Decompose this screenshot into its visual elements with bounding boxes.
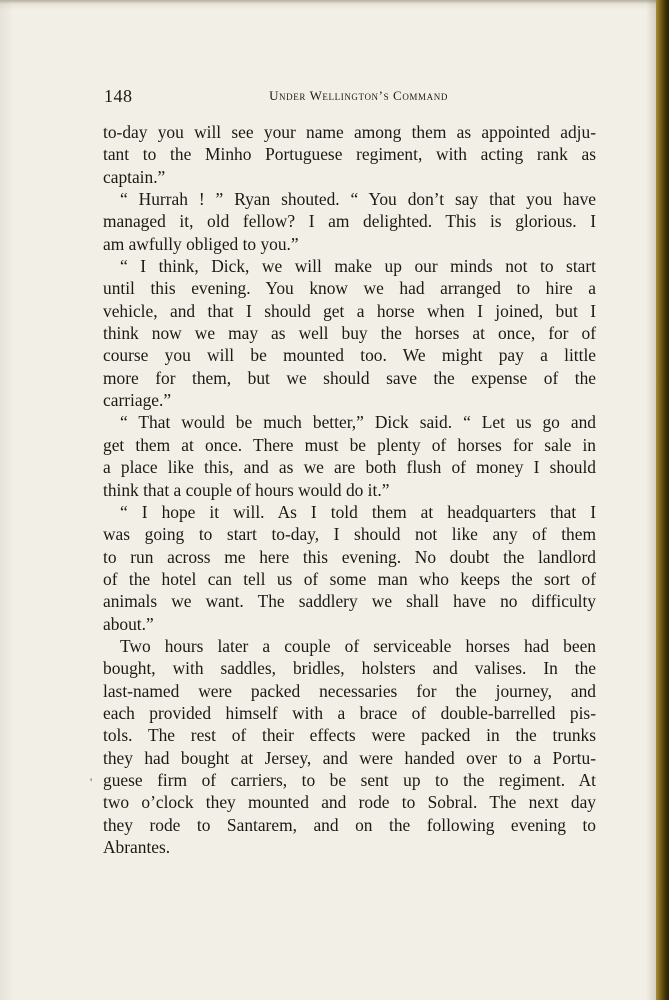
text-line: was going to start to-day, I should not like any of them: [103, 524, 596, 545]
page-body-text: [103, 121, 596, 858]
page-top-edge: [0, 0, 669, 4]
text-line: to-day you will see your name among them as appointed adju-: [103, 122, 596, 142]
text-line: tols. The rest of their effects were packed in the trunks: [103, 725, 596, 746]
text-line: about.”: [103, 613, 154, 634]
text-line: captain.”: [103, 166, 166, 187]
text-line: animals we want. The saddlery we shall have no difficulty: [103, 591, 596, 612]
text-line: they rode to Santarem, and on the following evening to: [103, 814, 596, 835]
text-line: “ I think, Dick, we will make up our minds not to start: [120, 256, 596, 277]
text-line: guese firm of carriers, to be sent up to the regiment. At: [103, 769, 596, 790]
text-line: each provided himself with a brace of double-barrelled pis-: [103, 702, 596, 723]
running-head: Under Wellington’s Command: [269, 88, 448, 103]
text-line: until this evening. You know we had arranged to hire a: [103, 278, 596, 299]
text-line: think that a couple of hours would do it.”: [103, 479, 390, 500]
text-line: more for them, but we should save the expense of the: [103, 367, 596, 388]
text-line: “ I hope it will. As I told them at headquarters that I: [120, 501, 596, 522]
text-line: to run across me here this evening. No doubt the landlord: [103, 546, 596, 567]
text-line: last-named were packed necessaries for the journey, and: [103, 680, 596, 701]
text-line: managed it, old fellow? I am delighted. This is glorious. I: [103, 211, 596, 232]
text-line: two o’clock they mounted and rode to Sobral. The next day: [103, 792, 596, 813]
margin-mark: ': [90, 775, 93, 789]
page-number: 148: [104, 86, 133, 106]
text-line: a place like this, and as we are both flush of money I should: [103, 457, 596, 478]
text-line: get them at once. There must be plenty of horses for sale in: [103, 434, 596, 455]
text-line: am awfully obliged to you.”: [103, 233, 299, 254]
text-line: of the hotel can tell us of some man who keeps the sort of: [103, 568, 596, 589]
text-line: Two hours later a couple of serviceable horses had been: [120, 635, 596, 656]
text-line: tant to the Minho Portuguese regiment, with acting rank as: [103, 144, 596, 165]
page-header: [104, 86, 595, 110]
binding-shadow: [646, 0, 656, 1000]
text-line: Abrantes.: [103, 837, 171, 857]
text-line: “ That would be much better,” Dick said. “ Let us go and: [120, 412, 596, 433]
book-edge: [656, 0, 669, 1000]
text-line: carriage.”: [103, 390, 172, 411]
text-line: “ Hurrah ! ” Ryan shouted. “ You don’t say that you have: [120, 189, 596, 210]
text-line: bought, with saddles, bridles, holsters and valises. In the: [103, 658, 596, 679]
text-line: they had bought at Jersey, and were handed over to a Portu-: [103, 747, 596, 768]
text-line: course you will be mounted too. We might pay a little: [103, 345, 596, 366]
text-line: think now we may as well buy the horses at once, for of: [103, 323, 596, 344]
text-line: vehicle, and that I should get a horse when I joined, but I: [103, 300, 596, 321]
